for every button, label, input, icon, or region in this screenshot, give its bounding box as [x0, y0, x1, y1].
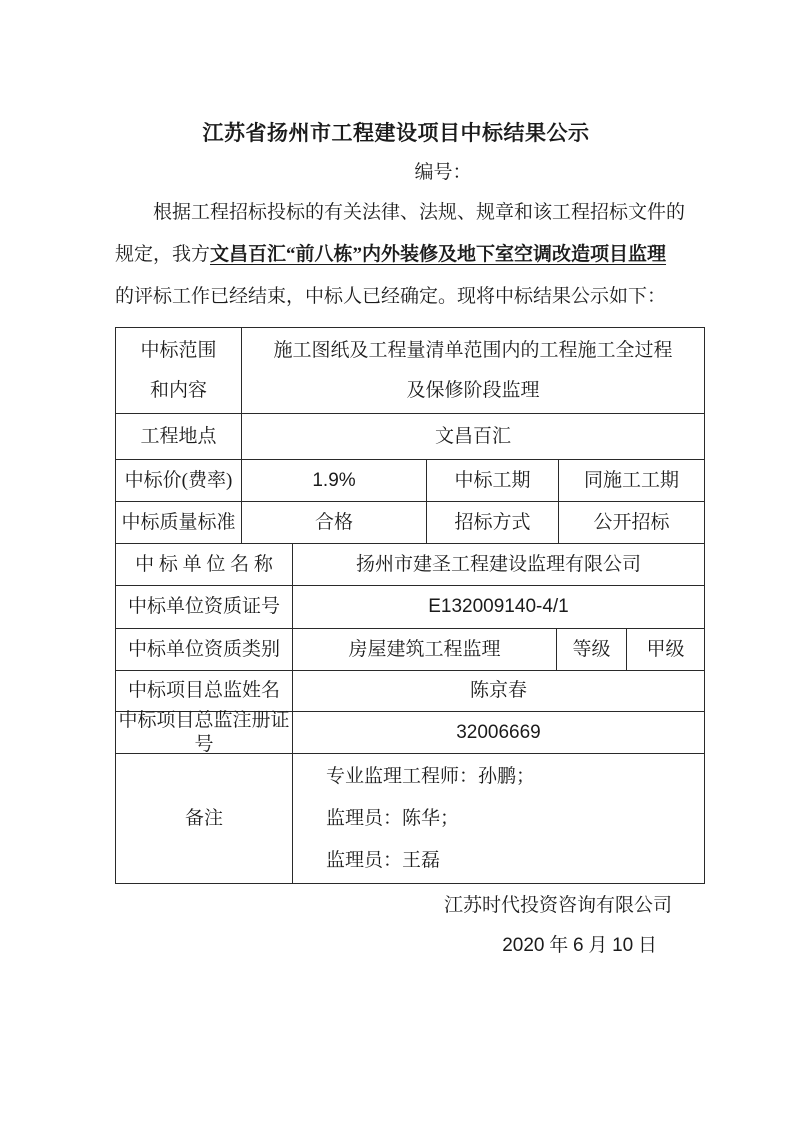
remarks-label-cell: 备注	[116, 754, 293, 884]
intro-paragraph	[115, 192, 705, 318]
table-row-cert-type	[116, 629, 705, 671]
paragraph-line-1: 根据工程招标投标的有关法律、法规、规章和该工程招标文件的	[153, 202, 686, 223]
cert-no-label-cell: 中标单位资质证号	[116, 586, 293, 629]
location-value-cell: 文昌百汇	[242, 414, 705, 460]
method-value-cell: 公开招标	[559, 502, 705, 544]
price-label-cell: 中标价(费率)	[116, 460, 242, 502]
quality-value-cell: 合格	[242, 502, 427, 544]
table-row-cert-no	[116, 586, 705, 629]
table-row-director-cert	[116, 709, 705, 755]
remarks-line-2: 监理员：陈华；	[326, 807, 460, 829]
method-label-cell: 招标方式	[427, 502, 559, 544]
price-value-cell: 1.9%	[242, 460, 427, 502]
signature-company: 江苏时代投资咨询有限公司	[443, 895, 672, 916]
duration-label-cell: 中标工期	[427, 460, 559, 502]
signature-block	[115, 886, 705, 966]
paragraph-line-2	[115, 234, 705, 276]
paragraph-line-3: 的评标工作已经结束，中标人已经确定。现将中标结果公示如下：	[115, 286, 667, 307]
signature-date: 2020 年 6 月 10 日	[502, 935, 657, 956]
document-body	[115, 118, 705, 966]
scope-label-line2: 和内容	[149, 379, 207, 401]
cert-type-value-cell: 房屋建筑工程监理	[293, 629, 557, 671]
director-label-cell: 中标项目总监姓名	[116, 671, 293, 712]
cert-no-value-cell: E132009140-4/1	[293, 586, 705, 629]
winner-label-cell: 中 标 单 位 名 称	[116, 544, 293, 586]
remarks-line-1: 专业监理工程师：孙鹏；	[326, 765, 536, 787]
quality-label-cell: 中标质量标准	[116, 502, 242, 544]
grade-value-cell: 甲级	[627, 629, 705, 671]
director-cert-value-cell: 32006669	[293, 712, 705, 754]
scope-value-line1: 施工图纸及工程量清单范围内的工程施工全过程	[273, 339, 673, 361]
cert-type-label-cell: 中标单位资质类别	[116, 629, 293, 671]
grade-label-cell: 等级	[557, 629, 627, 671]
director-value-cell: 陈京春	[293, 671, 705, 712]
table-row-quality	[116, 502, 705, 544]
table-row-director	[116, 671, 705, 712]
scope-value-line2: 及保修阶段监理	[406, 379, 540, 401]
table-row-remarks	[116, 754, 705, 884]
document-title: 江苏省扬州市工程建设项目中标结果公示	[202, 121, 590, 145]
scope-value-cell	[242, 328, 705, 414]
remarks-line-3: 监理员：王磊	[326, 849, 441, 871]
scope-label-cell	[116, 328, 242, 414]
table-row-location	[116, 414, 705, 460]
duration-value-cell: 同施工工期	[559, 460, 705, 502]
winner-value-cell: 扬州市建圣工程建设监理有限公司	[293, 544, 705, 586]
paragraph-line-2-prefix: 规定，我方	[115, 244, 211, 265]
remarks-value-cell	[293, 754, 705, 884]
scope-label-line1: 中标范围	[140, 339, 217, 361]
location-label-cell: 工程地点	[116, 414, 242, 460]
table-row-scope	[116, 328, 705, 414]
bid-result-table	[115, 327, 705, 884]
director-cert-label-cell: 中标项目总监注册证号	[116, 712, 293, 754]
table-row-winner	[116, 544, 705, 586]
document-number-label: 编号：	[414, 162, 472, 183]
table-row-price	[116, 460, 705, 502]
project-name: 文昌百汇“前八栋”内外装修及地下室空调改造项目监理	[210, 244, 667, 265]
